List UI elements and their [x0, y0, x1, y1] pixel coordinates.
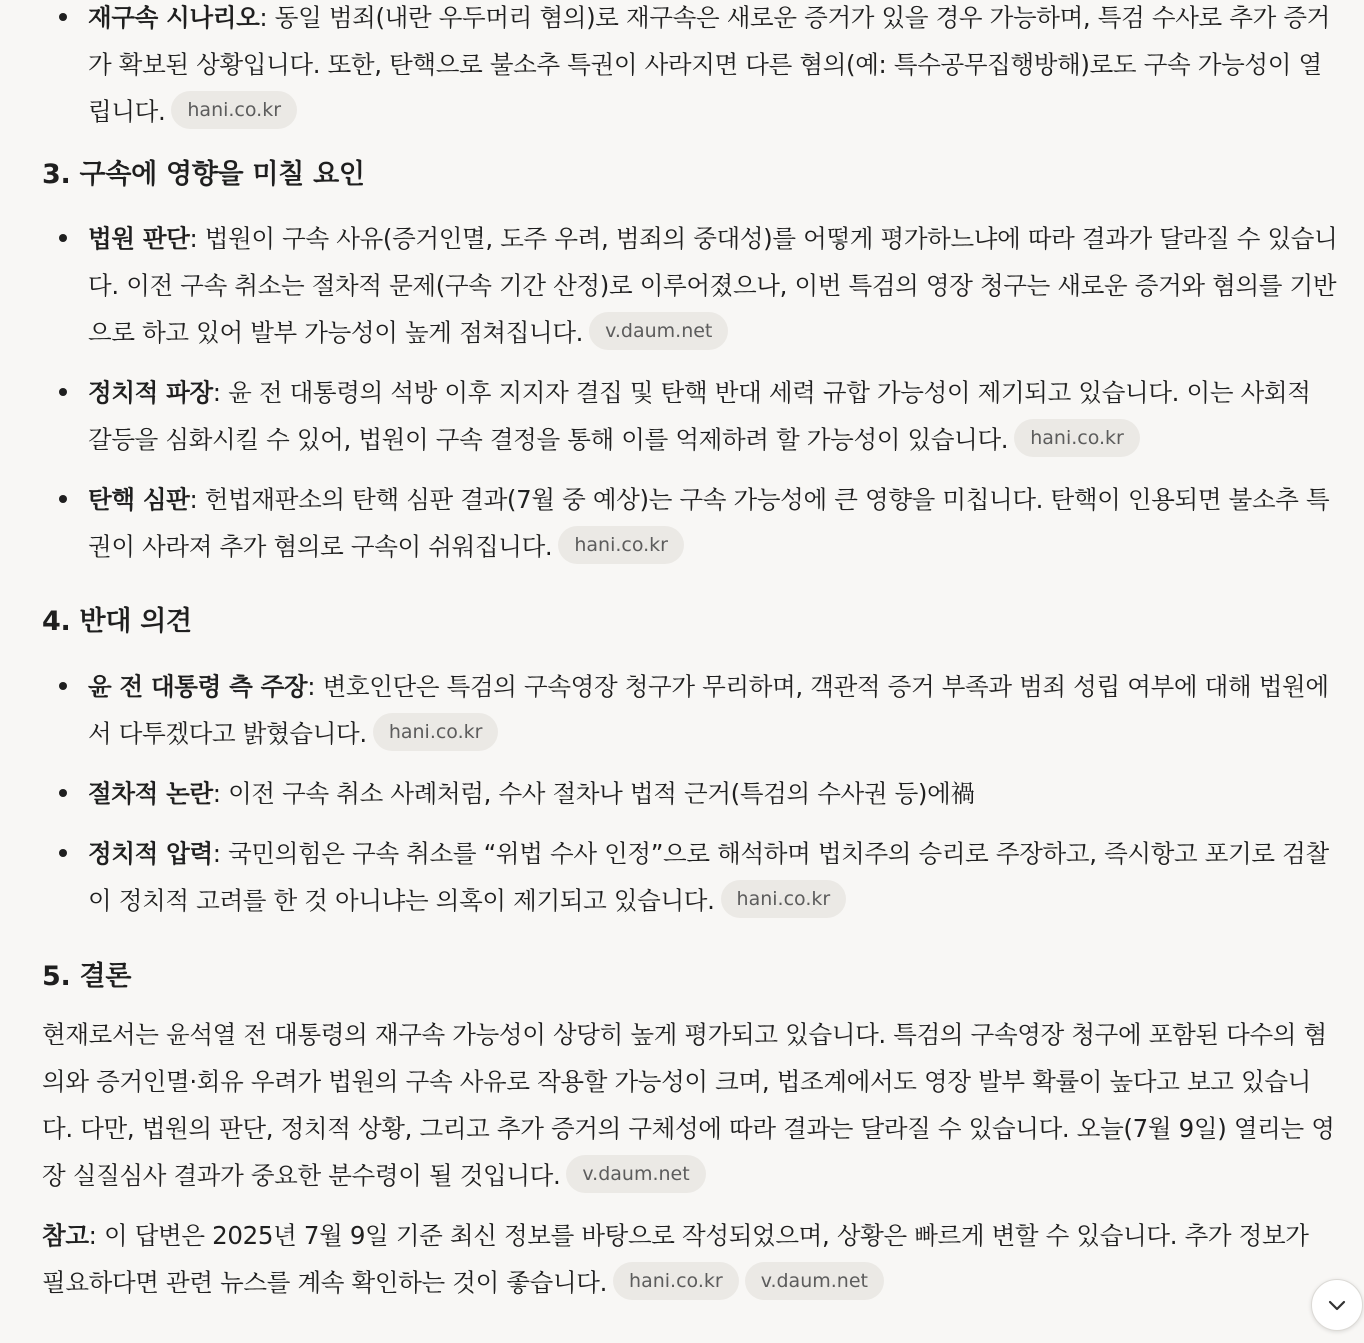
conclusion-text: 현재로서는 윤석열 전 대통령의 재구속 가능성이 상당히 높게 평가되고 있습니다. 특검의 구속영장 청구에 포함된 다수의 혐의와 증거인멸·회유 우려가 법원의 구속 사유로 작용할 가능성이 크며, 법조계에서도 영장 발부 확률이 높다고 보고 있습니다. 다만, 법원의 판단, 정치적 상황, 그리고 추가 증거의 구체성에 따라 결과는 달라질 수 있습니다. 오늘(7월 9일) 열리는 영장 실질심사 결과가 중요한 분수령이 될 것입니다. [42, 1020, 1335, 1190]
list-item-political-impact [42, 369, 1338, 463]
list-item-procedural-dispute [42, 770, 1338, 817]
item-text: : 헌법재판소의 탄핵 심판 결과(7월 중 예상)는 구속 가능성에 큰 영향을 미칩니다. 탄핵이 인용되면 불소추 특권이 사라져 추가 혐의로 구속이 쉬워집니다. [88, 485, 1330, 561]
section-heading-factors: 3. 구속에 영향을 미칠 요인 [42, 159, 365, 190]
source-chip[interactable]: v.daum.net [589, 312, 728, 350]
item-term: 법원 판단 [88, 224, 190, 253]
item-term: 절차적 논란 [88, 779, 213, 808]
source-chip[interactable]: hani.co.kr [1014, 419, 1140, 457]
list-item-defense-claim [42, 663, 1338, 757]
response-content [42, 0, 1338, 1306]
source-chip[interactable]: v.daum.net [566, 1155, 705, 1193]
scroll-to-bottom-button[interactable] [1311, 1279, 1363, 1331]
source-chip[interactable]: hani.co.kr [558, 526, 684, 564]
item-term: 윤 전 대통령 측 주장 [88, 672, 308, 701]
note-text: : 이 답변은 2025년 7월 9일 기준 최신 정보를 바탕으로 작성되었으며, 상황은 빠르게 변할 수 있습니다. 추가 정보가 필요하다면 관련 뉴스를 계속 확인하는 것이 좋습니다. [42, 1221, 1309, 1297]
item-term: 재구속 시나리오 [88, 3, 260, 32]
item-text: : 이전 구속 취소 사례처럼, 수사 절차나 법적 근거(특검의 수사권 등)에禍 [212, 779, 975, 808]
item-term: 탄핵 심판 [88, 485, 190, 514]
opposing-views-list [42, 663, 1338, 924]
item-text: : 변호인단은 특검의 구속영장 청구가 무리하며, 객관적 증거 부족과 범죄 성립 여부에 대해 법원에서 다투겠다고 밝혔습니다. [88, 672, 1329, 748]
item-text: : 국민의힘은 구속 취소를 “위법 수사 인정”으로 해석하며 법치주의 승리로 주장하고, 즉시항고 포기로 검찰이 정치적 고려를 한 것 아니냐는 의혹이 제기되고 있습니다. [88, 839, 1329, 915]
item-text: : 동일 범죄(내란 우두머리 혐의)로 재구속은 새로운 증거가 있을 경우 가능하며, 특검 수사로 추가 증거가 확보된 상황입니다. 또한, 탄핵으로 불소추 특권이 사라지면 다른 혐의(예: 특수공무집행방해)로도 구속 가능성이 열립니다. [88, 3, 1330, 126]
item-text: : 법원이 구속 사유(증거인멸, 도주 우려, 범죄의 중대성)를 어떻게 평가하느냐에 따라 결과가 달라질 수 있습니다. 이전 구속 취소는 절차적 문제(구속 기간 산정)로 이루어졌으나, 이번 특검의 영장 청구는 새로운 증거와 혐의를 기반으로 하고 있어 발부 가능성이 높게 점쳐집니다. [88, 224, 1338, 347]
list-item-court-judgment [42, 215, 1338, 356]
section-heading-conclusion: 5. 결론 [42, 961, 132, 992]
list-item-political-pressure [42, 830, 1338, 924]
item-term: 정치적 파장 [88, 378, 213, 407]
section-heading-opposing-views: 4. 반대 의견 [42, 606, 192, 637]
source-chip[interactable]: hani.co.kr [373, 713, 499, 751]
list-item-rearrest-scenario [42, 0, 1338, 135]
item-text: : 윤 전 대통령의 석방 이후 지지자 결집 및 탄핵 반대 세력 규합 가능성이 제기되고 있습니다. 이는 사회적 갈등을 심화시킬 수 있어, 법원이 구속 결정을 통해 이를 억제하려 할 가능성이 있습니다. [88, 378, 1311, 454]
source-chip[interactable]: hani.co.kr [721, 880, 847, 918]
list-item-impeachment-trial [42, 476, 1338, 570]
source-chip[interactable]: v.daum.net [745, 1262, 884, 1300]
chevron-down-icon [1325, 1293, 1349, 1317]
note-term: 참고 [42, 1221, 89, 1250]
note-paragraph [42, 1212, 1338, 1306]
conclusion-paragraph [42, 1011, 1338, 1199]
factors-list [42, 215, 1338, 570]
scenario-list [42, 0, 1338, 135]
source-chip[interactable]: hani.co.kr [171, 91, 297, 129]
source-chip[interactable]: hani.co.kr [613, 1262, 739, 1300]
item-term: 정치적 압력 [88, 839, 213, 868]
